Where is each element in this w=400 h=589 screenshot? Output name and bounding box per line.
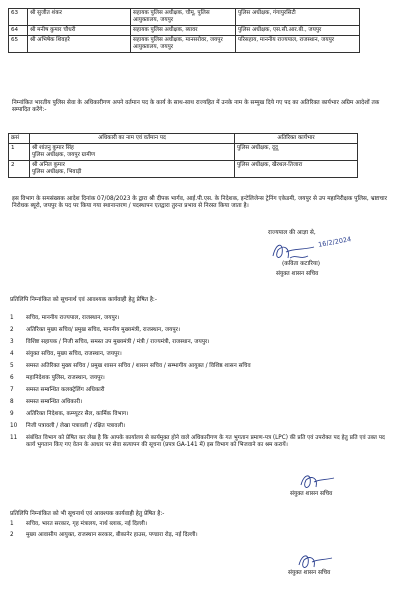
list-number: 2 [10,327,14,333]
signature [298,470,338,492]
copy-intro: प्रतिलिपि निम्नांकित को भी सूचनार्थ एवं आवश्यक कार्यवाही हेतु प्रेषित है:- [10,511,165,517]
list-text: समस्त अतिरिक्त मुख्य सचिव / प्रमुख शासन सचिव / शासन सचिव / सम्भागीय आयुक्त / विशिष्ठ शासन सचिव [26,363,251,369]
officer-post: पुलिस अधीक्षक, जयपुर ग्रामीण [32,151,96,158]
list-number: 1 [10,315,14,321]
list-item [10,411,385,423]
signer-title: संयुक्त शासन सचिव [290,491,333,497]
signer-title: संयुक्त शासन सचिव [276,271,319,277]
additional-charge-paragraph: निम्नांकित भारतीय पुलिस सेवा के अधिकारीगण अपने वर्तमान पद के कार्य के साथ-साथ राज्यहित में उनके नाम के सम्मुख दिये गए पद का अतिरिक्त कार्यभार अग्रिम आदेशों तक सम्पादित करेंगे:- [12,100,380,114]
officer-post: पुलिस अधीक्षक, भिवाड़ी [32,168,82,175]
list-item [10,375,385,387]
table-cell: पुलिस अधीक्षक, खैरथल-तिजारा [235,160,358,177]
list-text: महानिदेशक पुलिस, राजस्थान, जयपुर। [26,375,105,381]
list-number: 3 [10,339,14,345]
column-header: क्रसं [9,134,30,144]
list-item [10,363,385,375]
order-line: राज्यपाल की आज्ञा से, [268,230,316,236]
list-number: 7 [10,387,14,393]
officer-transfer-table [8,8,360,53]
list-item [10,399,385,411]
table-cell: श्री अभिषेक शिवहरे [28,35,131,52]
list-item [10,435,385,449]
list-number: 6 [10,375,14,381]
list-item [10,351,385,363]
column-header: अतिरिक्त कार्यभार [235,134,358,144]
list-item [10,339,385,351]
table-cell: सहायक पुलिस अधीक्षक, ब्यावर [131,25,236,35]
list-number: 9 [10,411,14,417]
officer-name: श्री शांतनु कुमार सिंह [32,144,74,151]
column-header: अधिकारी का नाम एवं वर्तमान पद [30,134,235,144]
table-row [9,143,358,160]
list-text: निजी पत्रावली / लेखा पत्रावली / रक्षित पत्रावली। [26,423,126,429]
cancellation-paragraph: इस विभाग के समसंख्यक आदेश दिनांक 07/08/2023 के द्वारा श्री दीपक भार्गव, आई.पी.एस. के निदेशक, इन्टेलिजेन्स ट्रेनिंग एकेडमी, जयपुर से उप महानिरीक्षक पुलिस, भ्रष्टाचार निरोधक ब्यूरो, जयपुर के पद पर किया गया स्थानान्तरण / पदस्थापन एतद्वारा तुरन्त प्रभाव से निरस्त किया जाता है। [12,196,388,210]
list-number: 10 [10,423,18,429]
list-text: अतिरिक्त मुख्य सचिव/ प्रमुख सचिव, माननीय मुख्यमंत्री, राजस्थान, जयपुर। [26,327,181,333]
table-cell: पुलिस अधीक्षक, दूदू [235,143,358,160]
table-cell: पुलिस अधीक्षक, एस.सी.आर.बी., जयपुर [236,25,360,35]
copy-list [10,315,385,449]
table-row [9,160,358,177]
list-text: सचिव, भारत सरकार, गृह मंत्रालय, नार्थ ब्लाक, नई दिल्ली। [26,521,147,527]
copy-list [10,521,385,543]
list-item [10,387,385,399]
table-cell: 65 [9,35,28,52]
signature [296,550,336,572]
list-number: 11 [10,435,18,441]
additional-charge-table [8,133,358,178]
table-cell: श्री मनीष कुमार चौधरी [28,25,131,35]
officer-name: श्री अनिल कुमार [32,161,65,168]
list-number: 5 [10,363,14,369]
list-text: विशिष्ट सहायक / निजी सचिव, समस्त उप मुख्यमंत्री / मंत्री / राज्यमंत्री, राजस्थान, जयपुर। [26,339,210,345]
list-number: 2 [10,532,14,538]
table-header-row [9,134,358,144]
list-text: मुख्य आवासीय आयुक्त, राजस्थान सरकार, बीकानेर हाउस, पण्डारा रोड़, नई दिल्ली। [26,532,198,538]
table-cell: 64 [9,25,28,35]
copy-intro: प्रतिलिपि निम्नांकित को सूचनार्थ एवं आवश्यक कार्यवाही हेतु प्रेषित है:- [10,297,157,303]
list-text: समस्त सम्बन्धित अधिकारी। [26,399,83,405]
table-cell: परिसहाय, माननीय राज्यपाल, राजस्थान, जयपुर [236,35,360,52]
table-cell: पुलिस अधीक्षक, गंगापुरसिटी [236,9,360,26]
table-row [9,35,360,52]
table-cell: श्री सुजीत शंकर [28,9,131,26]
table-cell: 1 [9,143,30,160]
table-cell: 63 [9,9,28,26]
list-number: 8 [10,399,14,405]
list-text: अतिरिक्त निदेशक, कम्प्यूटर सैल, कार्मिक विभाग। [26,411,129,417]
list-item [10,327,385,339]
list-item [10,315,385,327]
table-cell [30,143,235,160]
list-item [10,532,385,543]
signer-title: संयुक्त शासन सचिव [288,570,331,576]
list-item [10,521,385,532]
signer-name: (कविता कटारिया) [282,261,320,267]
list-number: 4 [10,351,14,357]
table-row [9,9,360,26]
table-cell [30,160,235,177]
table-row [9,25,360,35]
signature-date: 16/2/2024 [317,235,352,249]
list-text: सचिव, माननीय राज्यपाल, राजस्थान, जयपुर। [26,315,120,321]
list-text: संयुक्त सचिव, मुख्य सचिव, राजस्थान, जयपुर। [26,351,122,357]
list-text: समस्त सम्बन्धित कलक्ट्रेलिंग अधिकारी [26,387,105,393]
table-cell: सहायक पुलिस अधीक्षक, मानसरोवर, जयपुर आयुक्तालय, जयपुर [131,35,236,52]
list-text: संबंधित विभाग को प्रेषित कर लेख है कि आपके कार्यालय से कार्यमुक्त होने वाले अधिकारीगण के गत भुगतान प्रमाण-पत्र (LPC) की प्रति एवं उपरोक्त पद हेतु प्रति एवं उक्त पद कार्य भुगतान किए गए वेतन के आधार पर सेवा सत्यापन की सूचना (प्रपत्र GA-141 में) इस विभाग को भिजवाने का श्रम करायें। [26,435,385,449]
list-item [10,423,385,435]
table-cell: सहायक पुलिस अधीक्षक, चौमू, पुलिस आयुक्तालय, जयपुर [131,9,236,26]
list-number: 1 [10,521,14,527]
table-cell: 2 [9,160,30,177]
